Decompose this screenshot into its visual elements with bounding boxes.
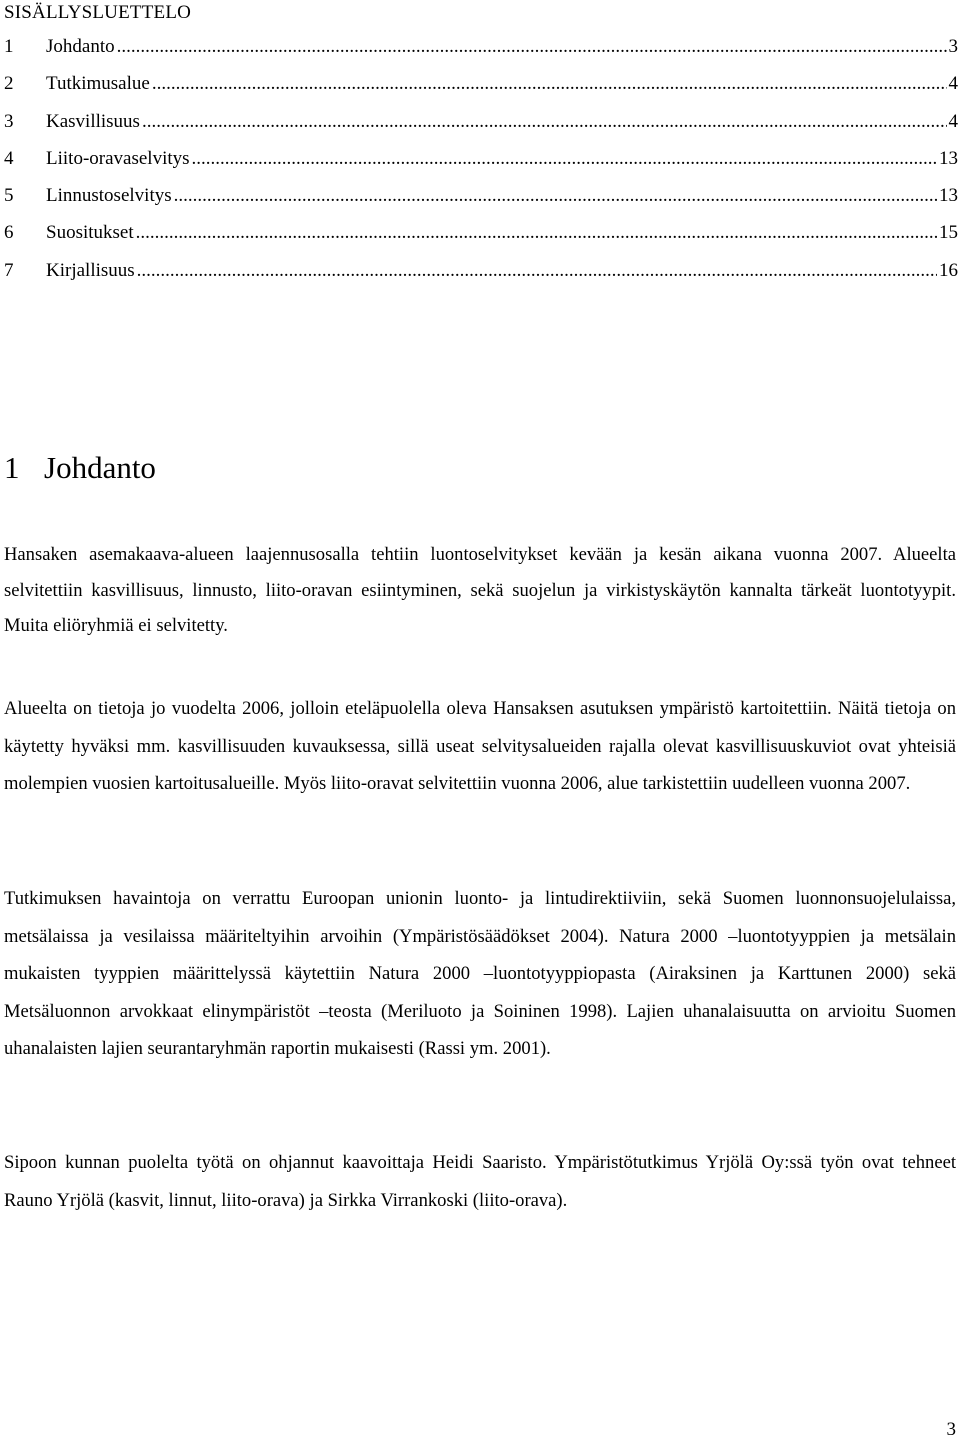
section-title: Johdanto	[44, 450, 156, 485]
toc-dot-leader	[137, 260, 937, 282]
toc-entry-label: Johdanto	[46, 36, 115, 57]
toc-entry[interactable]	[4, 185, 958, 222]
toc-entry-label: Kirjallisuus	[46, 259, 135, 281]
toc-entry-page: 16	[939, 259, 958, 281]
toc-entry-label: Tutkimusalue	[46, 73, 150, 95]
toc-entry-page: 13	[939, 185, 958, 207]
toc-entry-label: Kasvillisuus	[46, 110, 140, 132]
toc-entry[interactable]	[4, 36, 958, 73]
toc-entry-label: Linnustoselvitys	[46, 185, 172, 207]
toc-entry-number: 3	[4, 110, 14, 132]
toc-entry-page: 4	[948, 73, 958, 95]
toc-entry-number: 4	[4, 147, 14, 169]
toc-dot-leader	[117, 36, 947, 58]
toc-entry-label: Suositukset	[46, 222, 134, 244]
toc-entry-page: 13	[939, 147, 958, 169]
section-heading	[4, 448, 156, 488]
paragraph-text: Hansaken asemakaava-alueen laajennusosalla tehtiin luontoselvitykset kevään ja kesän aikana vuonna 2007. Alueelta selvitettiin kasvillisuus, linnusto, liito-oravan esiintyminen, sekä suojelun ja virkistyskäytön kannalta tärkeät luontotyypit. Muita eliöryhmiä ei selvitetty.	[4, 544, 956, 637]
toc-entry[interactable]	[4, 260, 958, 297]
paragraph-text: Tutkimuksen havaintoja on verrattu Euroopan unionin luonto- ja lintudirektiiviin, sekä Suomen luonnonsuojelulaissa, metsälaissa ja vesilaissa määriteltyihin arvoihin (Ympäristösäädökset 2004). Natura 2000 –luontotyyppien ja metsälain mukaisten tyyppien määrittelyssä käytettiin Natura 2000 –luontotyyppiopasta (Airaksinen ja Karttunen 2000) sekä Metsäluonnon arvokkaat elinympäristöt –teosta (Meriluoto ja Soininen 1998). Lajien uhanalaisuutta on arvioitu Suomen uhanalaisten lajien seurantaryhmän raportin mukaisesti (Rassi ym. 2001).	[4, 888, 956, 1059]
toc-dot-leader	[192, 148, 937, 170]
paragraph	[4, 1144, 956, 1219]
toc-entry[interactable]	[4, 222, 958, 259]
paragraph	[4, 690, 956, 803]
paragraph-text: Alueelta on tietoja jo vuodelta 2006, jolloin eteläpuolella oleva Hansaksen asutuksen ympäristö kartoitettiin. Näitä tietoja on käytetty hyväksi mm. kasvillisuuden kuvauksessa, sillä useat selvitysalueiden rajalla olevat kasvillisuuskuviot ovat yhteisiä molempien vuosien kartoitusalueille. Myös liito-oravat selvitettiin vuonna 2006, alue tarkistettiin uudelleen vuonna 2007.	[4, 698, 956, 794]
toc-dot-leader	[152, 73, 947, 95]
toc-entry-page: 15	[939, 222, 958, 244]
page-number: 3	[946, 1419, 956, 1440]
toc-entry-page: 3	[948, 36, 958, 57]
toc-entry-number: 5	[4, 185, 14, 207]
paragraph-text: Sipoon kunnan puolelta työtä on ohjannut kaavoittaja Heidi Saaristo. Ympäristötutkimus Yrjölä Oy:ssä työn ovat tehneet Rauno Yrjölä (kasvit, linnut, liito-orava) ja Sirkka Virrankoski (liito-orava).	[4, 1152, 956, 1211]
toc-entry[interactable]	[4, 73, 958, 110]
toc-dot-leader	[174, 185, 937, 207]
toc-entry[interactable]	[4, 111, 958, 148]
toc-entry-number: 6	[4, 222, 14, 244]
section-number: 1	[4, 450, 20, 485]
toc-dot-leader	[142, 111, 947, 133]
paragraph	[4, 880, 956, 1068]
toc-entry-label: Liito-oravaselvitys	[46, 147, 190, 169]
paragraph	[4, 537, 956, 644]
toc-dot-leader	[136, 222, 937, 244]
toc-entry-page: 4	[948, 110, 958, 132]
toc-entry[interactable]	[4, 148, 958, 185]
toc-entry-number: 2	[4, 73, 14, 95]
toc-entry-number: 1	[4, 36, 14, 57]
toc-entry-number: 7	[4, 259, 14, 281]
table-of-contents	[4, 36, 958, 297]
toc-title: SISÄLLYSLUETTELO	[4, 2, 192, 23]
